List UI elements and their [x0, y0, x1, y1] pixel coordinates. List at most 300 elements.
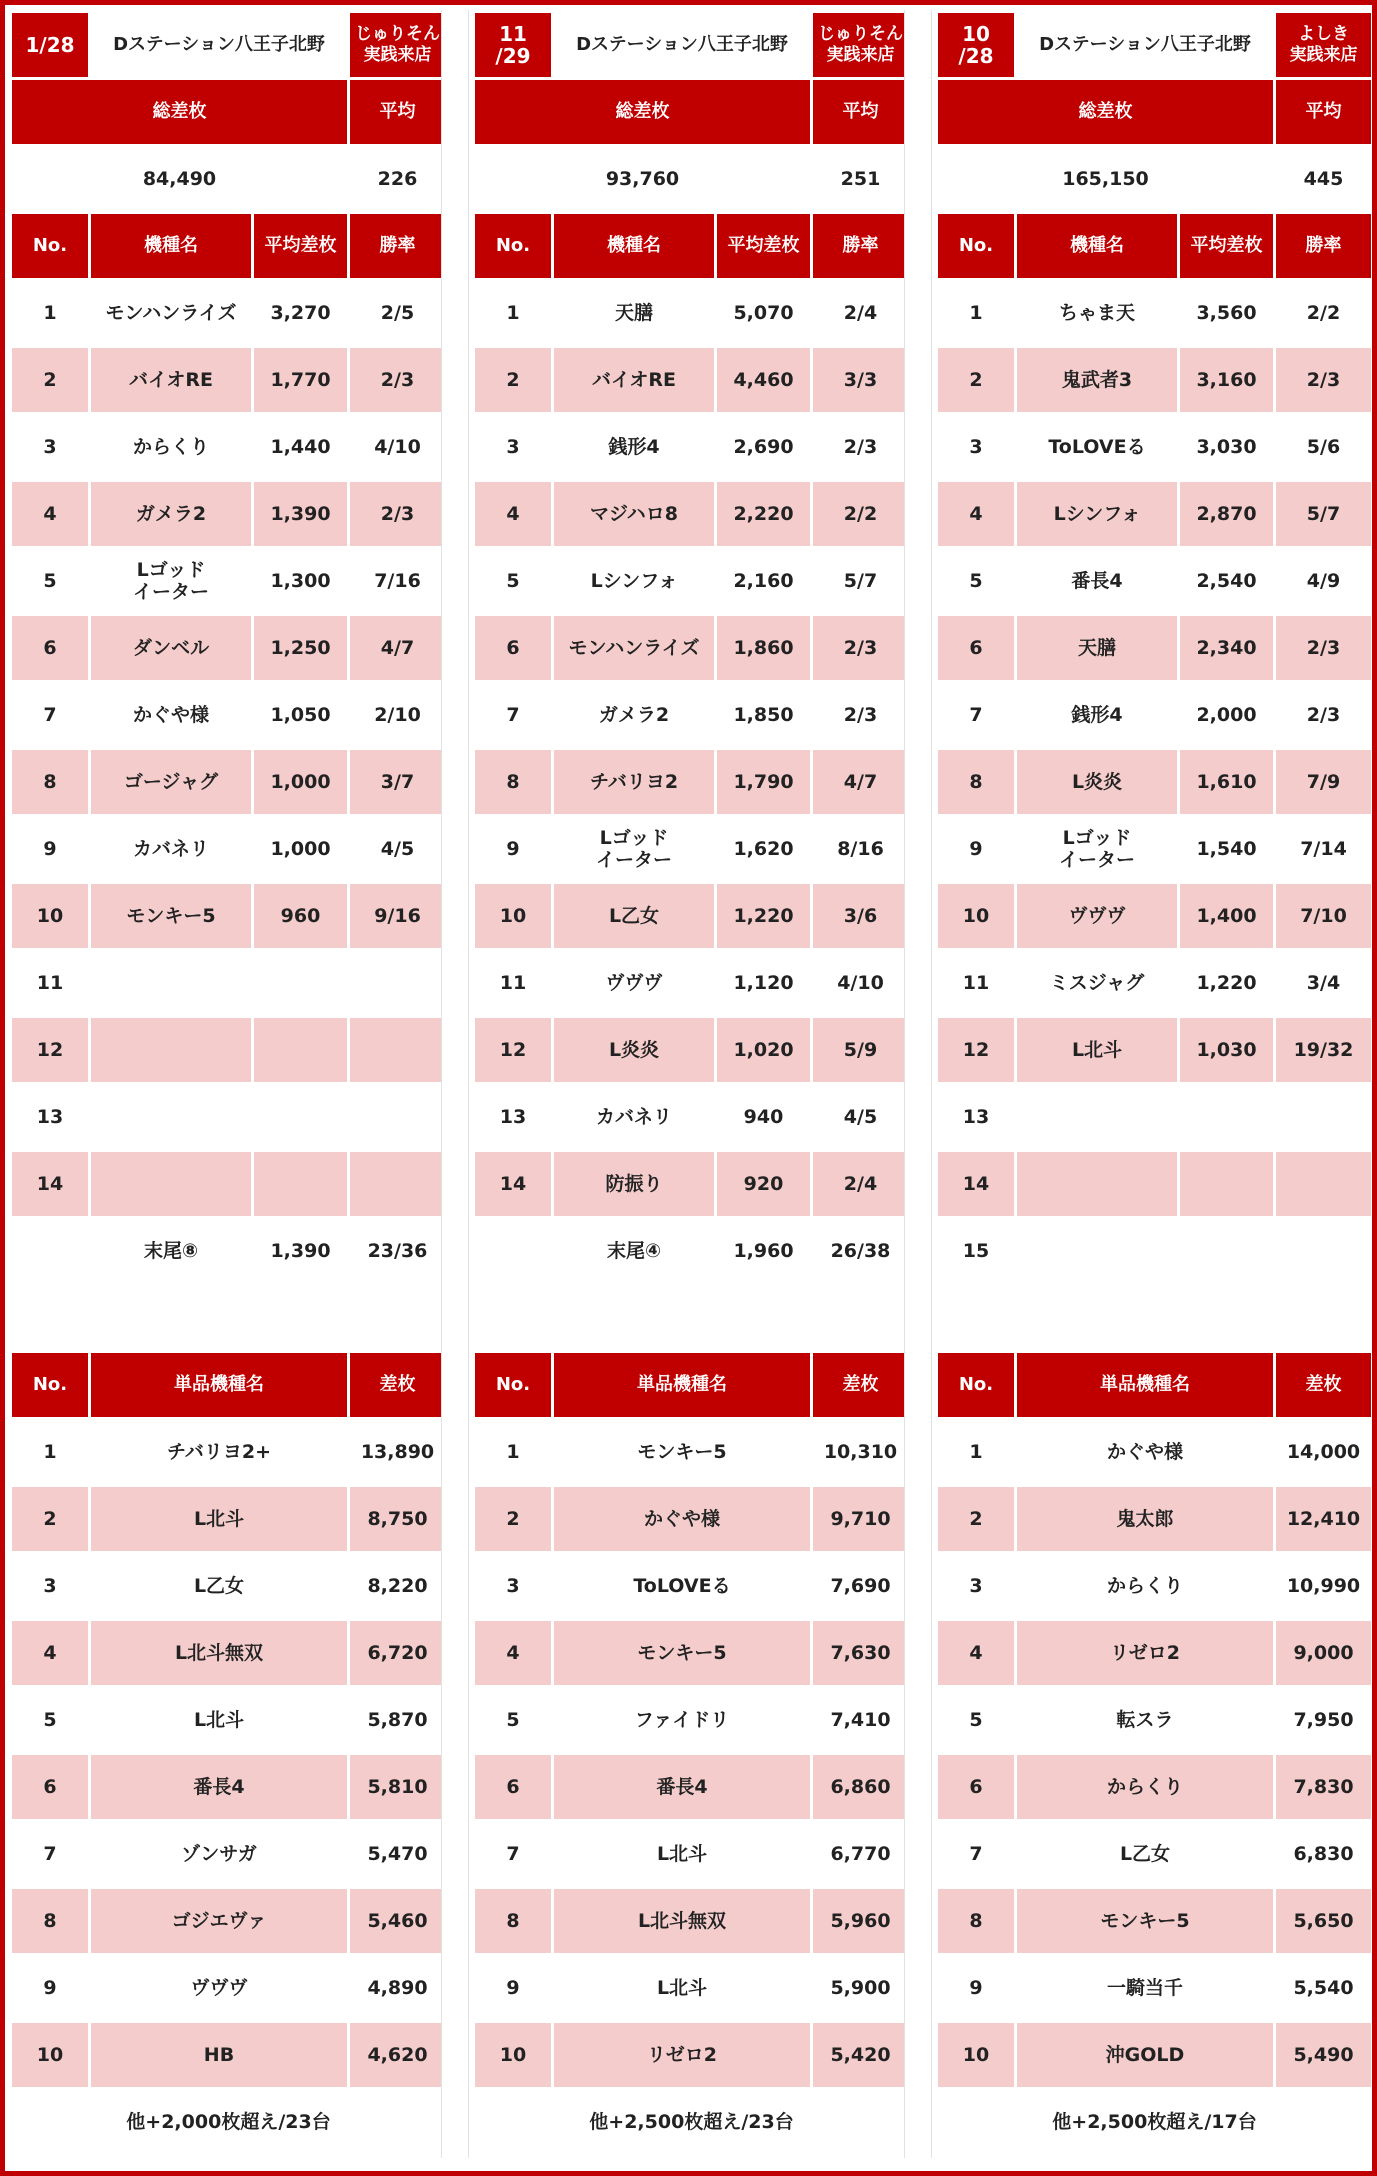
row-no: 11 — [475, 951, 551, 1015]
single-row — [475, 1487, 908, 1551]
row-win-rate: 2/3 — [813, 616, 908, 680]
row-machine-name: ガメラ2 — [554, 683, 714, 747]
row-no: 9 — [475, 817, 551, 881]
row-no: 6 — [938, 616, 1014, 680]
row-avg-diff: 1,540 — [1180, 817, 1273, 881]
single-diff: 5,490 — [1276, 2023, 1371, 2087]
row-win-rate: 23/36 — [350, 1219, 445, 1283]
single-no: 6 — [12, 1755, 88, 1819]
single-machine-name: リゼロ2 — [554, 2023, 810, 2087]
column-gutter — [904, 10, 932, 2158]
row-avg-diff: 940 — [717, 1085, 810, 1149]
row-machine-name: Lゴッド イーター — [1017, 817, 1177, 881]
single-header-no: No. — [938, 1353, 1014, 1417]
row-machine-name: 銭形4 — [1017, 683, 1177, 747]
row-avg-diff: 2,870 — [1180, 482, 1273, 546]
table-row — [938, 549, 1371, 613]
row-machine-name: チバリヨ2 — [554, 750, 714, 814]
row-no: 7 — [938, 683, 1014, 747]
row-machine-name: モンハンライズ — [554, 616, 714, 680]
row-no: 4 — [475, 482, 551, 546]
row-no: 13 — [12, 1085, 88, 1149]
table-row — [938, 1018, 1371, 1082]
single-machine-name: ゾンサガ — [91, 1822, 347, 1886]
row-no: 14 — [12, 1152, 88, 1216]
single-row — [938, 1822, 1371, 1886]
row-avg-diff: 3,270 — [254, 281, 347, 345]
single-row — [475, 1554, 908, 1618]
row-win-rate: 4/10 — [350, 415, 445, 479]
table-row — [938, 951, 1371, 1015]
row-machine-name — [91, 1018, 251, 1082]
single-machine-name: HB — [91, 2023, 347, 2087]
row-win-rate: 2/2 — [813, 482, 908, 546]
single-no: 5 — [12, 1688, 88, 1752]
row-win-rate: 2/3 — [1276, 616, 1371, 680]
single-machine-name: チバリヨ2+ — [91, 1420, 347, 1484]
footer-row — [12, 2090, 445, 2154]
table-row — [938, 750, 1371, 814]
single-diff: 5,900 — [813, 1956, 908, 2020]
single-machine-name: ゴジエヴァ — [91, 1889, 347, 1953]
table-row — [12, 415, 445, 479]
row-no — [12, 1219, 88, 1283]
single-row — [938, 1889, 1371, 1953]
single-machine-name: ToLOVEる — [554, 1554, 810, 1618]
table-row — [938, 616, 1371, 680]
single-diff: 5,960 — [813, 1889, 908, 1953]
single-diff: 5,870 — [350, 1688, 445, 1752]
row-machine-name: 防振り — [554, 1152, 714, 1216]
total-diff-value: 84,490 — [12, 147, 347, 211]
row-no: 4 — [938, 482, 1014, 546]
table-row — [12, 1018, 445, 1082]
report-column-1 — [12, 10, 440, 2157]
table-row — [475, 348, 908, 412]
table-row — [12, 348, 445, 412]
single-no: 8 — [12, 1889, 88, 1953]
row-machine-name: バイオRE — [91, 348, 251, 412]
single-no: 9 — [12, 1956, 88, 2020]
row-machine-name: Lゴッド イーター — [554, 817, 714, 881]
row-machine-name: Lシンフォ — [1017, 482, 1177, 546]
row-win-rate: 5/7 — [813, 549, 908, 613]
single-machine-name: モンキー5 — [554, 1420, 810, 1484]
single-row — [12, 1487, 445, 1551]
single-machine-name: ファイドリ — [554, 1688, 810, 1752]
header-machine: 機種名 — [91, 214, 251, 278]
single-no: 4 — [12, 1621, 88, 1685]
row-avg-diff — [1180, 1219, 1273, 1283]
row-no: 9 — [938, 817, 1014, 881]
row-avg-diff: 1,790 — [717, 750, 810, 814]
row-win-rate — [350, 1152, 445, 1216]
spacer-row — [12, 1286, 445, 1350]
single-machine-name: L乙女 — [1017, 1822, 1273, 1886]
single-diff: 4,620 — [350, 2023, 445, 2087]
table-row — [475, 1018, 908, 1082]
row-machine-name: マジハロ8 — [554, 482, 714, 546]
machine-table-header — [475, 214, 908, 278]
single-diff: 12,410 — [1276, 1487, 1371, 1551]
table-row — [475, 1219, 908, 1283]
row-machine-name: Lゴッド イーター — [91, 549, 251, 613]
row-no: 1 — [475, 281, 551, 345]
total-diff-label: 総差枚 — [938, 80, 1273, 144]
row-no: 8 — [475, 750, 551, 814]
single-no: 6 — [938, 1755, 1014, 1819]
table-row — [938, 1152, 1371, 1216]
table-row — [12, 1085, 445, 1149]
row-machine-name: L乙女 — [554, 884, 714, 948]
single-diff: 8,750 — [350, 1487, 445, 1551]
row-avg-diff: 1,440 — [254, 415, 347, 479]
row-no: 2 — [12, 348, 88, 412]
row-win-rate: 7/10 — [1276, 884, 1371, 948]
row-win-rate: 8/16 — [813, 817, 908, 881]
single-diff: 5,460 — [350, 1889, 445, 1953]
row-win-rate: 4/5 — [350, 817, 445, 881]
single-no: 1 — [938, 1420, 1014, 1484]
table-row — [475, 482, 908, 546]
row-avg-diff: 3,160 — [1180, 348, 1273, 412]
row-no: 1 — [938, 281, 1014, 345]
row-machine-name: 鬼武者3 — [1017, 348, 1177, 412]
single-no: 4 — [938, 1621, 1014, 1685]
single-row — [938, 1621, 1371, 1685]
footer-note: 他+2,500枚超え/17台 — [938, 2090, 1371, 2154]
row-avg-diff: 1,620 — [717, 817, 810, 881]
header-no: No. — [938, 214, 1014, 278]
total-diff-value: 93,760 — [475, 147, 810, 211]
row-no: 5 — [12, 549, 88, 613]
single-diff: 5,540 — [1276, 1956, 1371, 2020]
single-machine-name: モンキー5 — [554, 1621, 810, 1685]
row-win-rate: 2/3 — [1276, 683, 1371, 747]
row-machine-name: L炎炎 — [554, 1018, 714, 1082]
row-avg-diff: 1,300 — [254, 549, 347, 613]
table-row — [938, 348, 1371, 412]
single-diff: 8,220 — [350, 1554, 445, 1618]
report-column-2 — [475, 10, 903, 2157]
single-machine-name: かぐや様 — [1017, 1420, 1273, 1484]
single-machine-name: L北斗 — [91, 1487, 347, 1551]
visit-tag: じゅりそん 実践来店 — [813, 13, 908, 77]
row-no: 7 — [475, 683, 551, 747]
row-avg-diff: 1,030 — [1180, 1018, 1273, 1082]
header-avg-diff: 平均差枚 — [1180, 214, 1273, 278]
row-no: 5 — [475, 549, 551, 613]
row-win-rate — [350, 951, 445, 1015]
row-win-rate — [1276, 1085, 1371, 1149]
row-machine-name: 銭形4 — [554, 415, 714, 479]
single-row — [475, 1889, 908, 1953]
row-machine-name — [1017, 1219, 1177, 1283]
single-machine-name: L乙女 — [91, 1554, 347, 1618]
row-no: 6 — [12, 616, 88, 680]
single-diff: 10,990 — [1276, 1554, 1371, 1618]
row-win-rate: 3/3 — [813, 348, 908, 412]
single-machine-name: 転スラ — [1017, 1688, 1273, 1752]
row-win-rate — [350, 1018, 445, 1082]
report-table — [472, 10, 911, 2157]
single-row — [12, 1554, 445, 1618]
date-label: 1/28 — [12, 13, 88, 77]
single-row — [475, 1621, 908, 1685]
single-row — [12, 1420, 445, 1484]
table-row — [475, 683, 908, 747]
row-no: 5 — [938, 549, 1014, 613]
single-no: 1 — [475, 1420, 551, 1484]
row-avg-diff — [254, 1085, 347, 1149]
row-win-rate: 2/2 — [1276, 281, 1371, 345]
row-machine-name: モンハンライズ — [91, 281, 251, 345]
row-no: 3 — [938, 415, 1014, 479]
single-no: 5 — [475, 1688, 551, 1752]
single-no: 5 — [938, 1688, 1014, 1752]
single-table-header — [938, 1353, 1371, 1417]
total-diff-value: 165,150 — [938, 147, 1273, 211]
row-avg-diff: 2,160 — [717, 549, 810, 613]
store-name: Dステーション八王子北野 — [1017, 13, 1273, 77]
row-avg-diff: 1,120 — [717, 951, 810, 1015]
row-machine-name — [91, 951, 251, 1015]
single-diff: 7,950 — [1276, 1688, 1371, 1752]
single-row — [12, 1755, 445, 1819]
single-header-no: No. — [475, 1353, 551, 1417]
report-table — [9, 10, 448, 2157]
table-row — [12, 549, 445, 613]
table-row — [12, 750, 445, 814]
row-no: 4 — [12, 482, 88, 546]
row-win-rate: 7/9 — [1276, 750, 1371, 814]
row-avg-diff: 920 — [717, 1152, 810, 1216]
row-machine-name: 天膳 — [554, 281, 714, 345]
table-row — [475, 281, 908, 345]
single-no: 2 — [12, 1487, 88, 1551]
table-row — [12, 616, 445, 680]
single-machine-name: 番長4 — [91, 1755, 347, 1819]
single-no: 1 — [12, 1420, 88, 1484]
row-win-rate: 4/9 — [1276, 549, 1371, 613]
row-machine-name — [1017, 1152, 1177, 1216]
machine-table-header — [938, 214, 1371, 278]
row-win-rate: 4/5 — [813, 1085, 908, 1149]
row-avg-diff: 1,390 — [254, 482, 347, 546]
single-machine-name: からくり — [1017, 1755, 1273, 1819]
row-win-rate: 2/4 — [813, 1152, 908, 1216]
row-no: 11 — [938, 951, 1014, 1015]
table-row — [12, 1152, 445, 1216]
single-diff: 5,470 — [350, 1822, 445, 1886]
single-no: 3 — [12, 1554, 88, 1618]
table-row — [938, 1085, 1371, 1149]
single-row — [938, 1688, 1371, 1752]
average-value: 251 — [813, 147, 908, 211]
single-machine-name: 番長4 — [554, 1755, 810, 1819]
spacer-row — [475, 1286, 908, 1350]
row-machine-name: ToLOVEる — [1017, 415, 1177, 479]
table-row — [475, 1085, 908, 1149]
table-row — [938, 281, 1371, 345]
row-win-rate: 3/6 — [813, 884, 908, 948]
header-no: No. — [475, 214, 551, 278]
single-no: 3 — [938, 1554, 1014, 1618]
row-no: 8 — [938, 750, 1014, 814]
row-no: 13 — [475, 1085, 551, 1149]
table-row — [12, 884, 445, 948]
row-avg-diff: 1,770 — [254, 348, 347, 412]
row-machine-name: 番長4 — [1017, 549, 1177, 613]
row-no: 7 — [12, 683, 88, 747]
average-value: 445 — [1276, 147, 1371, 211]
single-no: 7 — [12, 1822, 88, 1886]
table-row — [475, 616, 908, 680]
single-row — [938, 2023, 1371, 2087]
single-no: 10 — [938, 2023, 1014, 2087]
row-no: 15 — [938, 1219, 1014, 1283]
single-no: 3 — [475, 1554, 551, 1618]
single-row — [475, 1956, 908, 2020]
single-diff: 13,890 — [350, 1420, 445, 1484]
row-win-rate: 5/7 — [1276, 482, 1371, 546]
single-row — [938, 1956, 1371, 2020]
single-no: 8 — [475, 1889, 551, 1953]
table-row — [12, 281, 445, 345]
row-machine-name — [91, 1152, 251, 1216]
average-label: 平均 — [350, 80, 445, 144]
header-win-rate: 勝率 — [1276, 214, 1371, 278]
row-machine-name: 末尾④ — [554, 1219, 714, 1283]
single-header-machine: 単品機種名 — [1017, 1353, 1273, 1417]
single-diff: 14,000 — [1276, 1420, 1371, 1484]
single-row — [475, 2023, 908, 2087]
row-no: 11 — [12, 951, 88, 1015]
single-no: 10 — [12, 2023, 88, 2087]
single-header-no: No. — [12, 1353, 88, 1417]
single-table-header — [12, 1353, 445, 1417]
single-row — [938, 1420, 1371, 1484]
row-no: 10 — [12, 884, 88, 948]
table-row — [475, 951, 908, 1015]
table-row — [475, 884, 908, 948]
row-avg-diff: 4,460 — [717, 348, 810, 412]
single-machine-name: かぐや様 — [554, 1487, 810, 1551]
single-diff: 6,770 — [813, 1822, 908, 1886]
single-table-header — [475, 1353, 908, 1417]
single-machine-name: 鬼太郎 — [1017, 1487, 1273, 1551]
single-diff: 7,410 — [813, 1688, 908, 1752]
single-machine-name: L北斗 — [554, 1822, 810, 1886]
row-no: 12 — [938, 1018, 1014, 1082]
date-label: 10 /28 — [938, 13, 1014, 77]
single-row — [938, 1755, 1371, 1819]
table-row — [475, 415, 908, 479]
row-win-rate: 4/7 — [350, 616, 445, 680]
row-machine-name: ダンベル — [91, 616, 251, 680]
row-win-rate: 2/5 — [350, 281, 445, 345]
table-row — [12, 482, 445, 546]
row-machine-name: 天膳 — [1017, 616, 1177, 680]
single-row — [475, 1420, 908, 1484]
total-diff-label: 総差枚 — [475, 80, 810, 144]
row-avg-diff: 2,340 — [1180, 616, 1273, 680]
row-win-rate: 3/7 — [350, 750, 445, 814]
total-diff-label: 総差枚 — [12, 80, 347, 144]
single-row — [12, 1956, 445, 2020]
single-header-diff: 差枚 — [1276, 1353, 1371, 1417]
date-label: 11 /29 — [475, 13, 551, 77]
single-machine-name: L北斗無双 — [554, 1889, 810, 1953]
header-win-rate: 勝率 — [350, 214, 445, 278]
row-win-rate: 7/14 — [1276, 817, 1371, 881]
single-diff: 9,000 — [1276, 1621, 1371, 1685]
single-no: 6 — [475, 1755, 551, 1819]
single-diff: 4,890 — [350, 1956, 445, 2020]
footer-note: 他+2,000枚超え/23台 — [12, 2090, 445, 2154]
row-avg-diff: 2,690 — [717, 415, 810, 479]
visit-tag: よしき 実践来店 — [1276, 13, 1371, 77]
row-machine-name: ヴヴヴ — [1017, 884, 1177, 948]
row-avg-diff: 960 — [254, 884, 347, 948]
row-win-rate: 2/3 — [813, 415, 908, 479]
row-avg-diff: 1,000 — [254, 750, 347, 814]
single-diff: 7,830 — [1276, 1755, 1371, 1819]
single-diff: 7,630 — [813, 1621, 908, 1685]
footer-note: 他+2,500枚超え/23台 — [475, 2090, 908, 2154]
row-win-rate: 2/3 — [350, 348, 445, 412]
row-win-rate: 19/32 — [1276, 1018, 1371, 1082]
single-header-machine: 単品機種名 — [91, 1353, 347, 1417]
row-win-rate: 5/6 — [1276, 415, 1371, 479]
row-avg-diff: 1,020 — [717, 1018, 810, 1082]
row-avg-diff: 2,220 — [717, 482, 810, 546]
row-avg-diff — [254, 951, 347, 1015]
table-row — [12, 1219, 445, 1283]
single-row — [475, 1688, 908, 1752]
table-row — [475, 817, 908, 881]
row-win-rate: 5/9 — [813, 1018, 908, 1082]
header-avg-diff: 平均差枚 — [717, 214, 810, 278]
single-no: 4 — [475, 1621, 551, 1685]
header-machine: 機種名 — [1017, 214, 1177, 278]
row-win-rate: 2/10 — [350, 683, 445, 747]
store-name: Dステーション八王子北野 — [554, 13, 810, 77]
single-no: 2 — [475, 1487, 551, 1551]
row-no: 3 — [475, 415, 551, 479]
row-machine-name: ミスジャグ — [1017, 951, 1177, 1015]
single-no: 9 — [938, 1956, 1014, 2020]
header-win-rate: 勝率 — [813, 214, 908, 278]
single-diff: 6,860 — [813, 1755, 908, 1819]
single-machine-name: モンキー5 — [1017, 1889, 1273, 1953]
report-column-3 — [938, 10, 1362, 2157]
row-win-rate: 7/16 — [350, 549, 445, 613]
single-row — [475, 1755, 908, 1819]
row-no: 3 — [12, 415, 88, 479]
row-no: 12 — [475, 1018, 551, 1082]
row-no: 6 — [475, 616, 551, 680]
table-row — [12, 817, 445, 881]
row-avg-diff — [1180, 1152, 1273, 1216]
row-avg-diff: 1,960 — [717, 1219, 810, 1283]
row-no: 14 — [475, 1152, 551, 1216]
single-no: 9 — [475, 1956, 551, 2020]
row-avg-diff: 1,250 — [254, 616, 347, 680]
machine-table-header — [12, 214, 445, 278]
table-row — [475, 549, 908, 613]
single-diff: 6,720 — [350, 1621, 445, 1685]
